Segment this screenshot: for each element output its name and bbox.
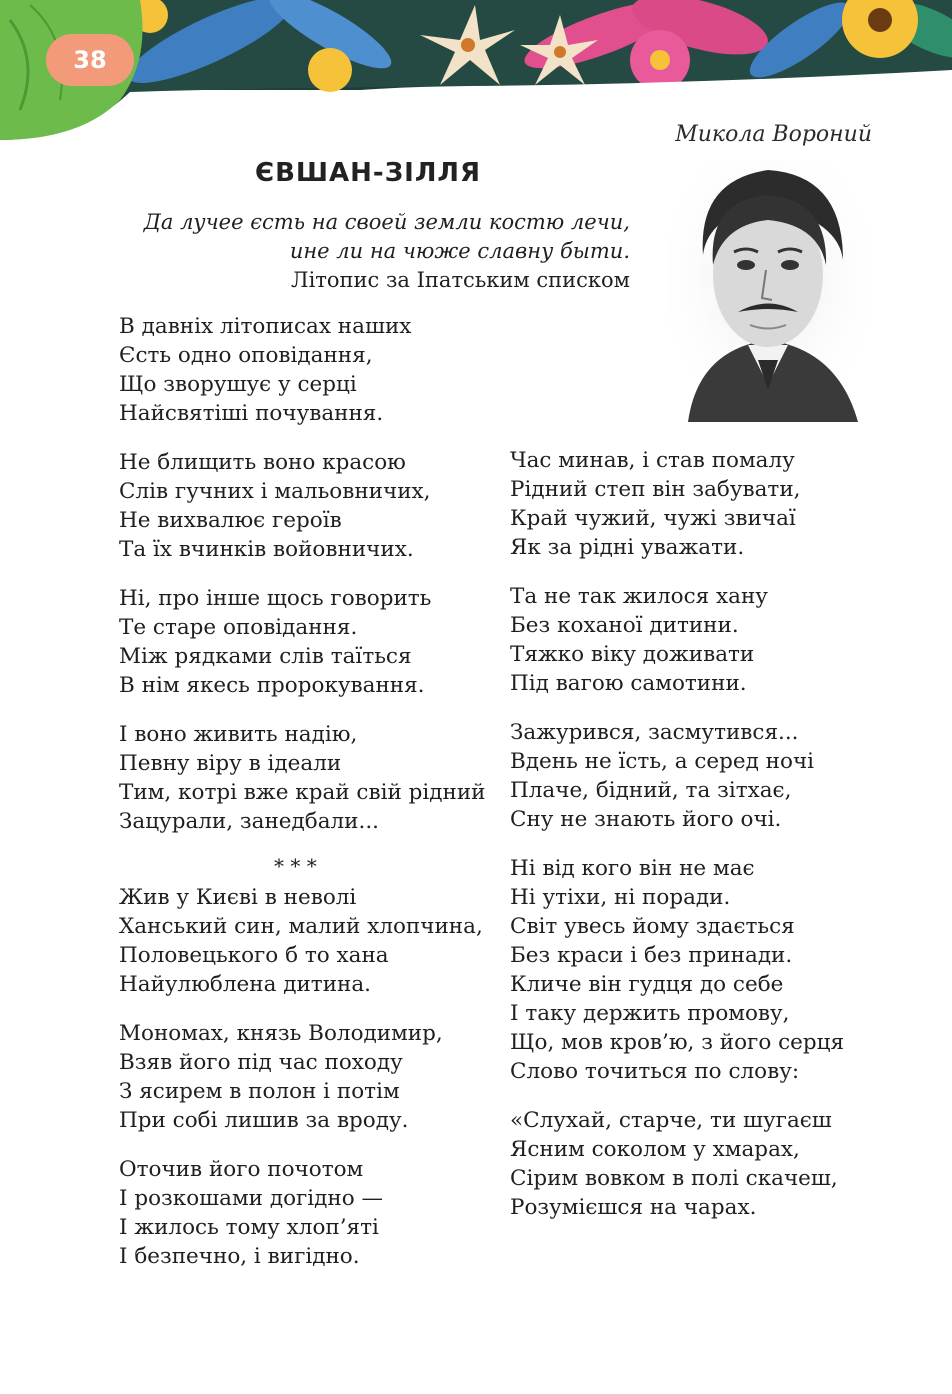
epigraph-line: Да лучее єсть на своей земли костю лечи, bbox=[143, 210, 630, 234]
author-portrait bbox=[668, 160, 870, 422]
poem-line: Не блищить воно красою bbox=[119, 450, 406, 475]
epigraph-source: Літопис за Іпатським списком bbox=[291, 268, 630, 292]
poem-line: Що зворушує у серці bbox=[119, 372, 357, 397]
poem-line: Кличе він гудця до себе bbox=[510, 972, 784, 997]
poem-line: Ясним соколом у хмарах, bbox=[510, 1137, 800, 1162]
poem-line: Тим, котрі вже край свій рідний bbox=[119, 780, 486, 805]
stanza bbox=[119, 720, 486, 836]
poem-line: Ні, про інше щось говорить bbox=[119, 586, 432, 611]
poem-line: Тяжко віку доживати bbox=[510, 642, 755, 667]
stanza bbox=[119, 448, 486, 564]
epigraph-line: ине ли на чюже славну быти. bbox=[289, 239, 630, 263]
poem-line: Без коханої дитини. bbox=[510, 613, 739, 638]
stanza bbox=[119, 883, 486, 999]
page-number-badge: 38 bbox=[46, 34, 134, 86]
poem-line: В нім якесь пророкування. bbox=[119, 673, 425, 698]
poem-line: Найсвятіші почування. bbox=[119, 401, 384, 426]
poem-line: Взяв його під час походу bbox=[119, 1050, 403, 1075]
poem-right-column bbox=[510, 446, 844, 1242]
poem-line: Слово точиться по слову: bbox=[510, 1059, 800, 1084]
stanza bbox=[119, 1155, 486, 1271]
poem-line: В давніх літописах наших bbox=[119, 314, 412, 339]
poem-line: Оточив його почотом bbox=[119, 1157, 364, 1182]
poem-line: І воно живить надію, bbox=[119, 722, 358, 747]
poem-line: Сірим вовком в полі скачеш, bbox=[510, 1166, 838, 1191]
poem-line: І безпечно, і вигідно. bbox=[119, 1244, 360, 1269]
poem-line: Та не так жилося хану bbox=[510, 584, 768, 609]
poem-line: Мономах, князь Володимир, bbox=[119, 1021, 443, 1046]
epigraph bbox=[100, 208, 630, 295]
poem-line: І таку держить промову, bbox=[510, 1001, 790, 1026]
poem-line: І жилось тому хлоп’яті bbox=[119, 1215, 379, 1240]
poem-line: Світ увесь йому здається bbox=[510, 914, 795, 939]
poem-line: Рідний степ він забувати, bbox=[510, 477, 801, 502]
stanza bbox=[510, 582, 844, 698]
poem-line: «Слухай, старче, ти шугаєш bbox=[510, 1108, 832, 1133]
author-name: Микола Вороний bbox=[675, 122, 872, 147]
stanza bbox=[510, 718, 844, 834]
stanza bbox=[119, 1019, 486, 1135]
poem-line: Ні від кого він не має bbox=[510, 856, 755, 881]
poem-line: Ханський син, малий хлопчина, bbox=[119, 914, 483, 939]
poem-line: Вдень не їсть, а серед ночі bbox=[510, 749, 815, 774]
poem-left-column bbox=[119, 312, 486, 1291]
stanza bbox=[510, 1106, 844, 1222]
poem-line: Як за рідні уважати. bbox=[510, 535, 745, 560]
poem-line: Сну не знають його очі. bbox=[510, 807, 782, 832]
poem-line: При собі лишив за вроду. bbox=[119, 1108, 409, 1133]
poem-line: Половецького б то хана bbox=[119, 943, 389, 968]
poem-line: Край чужий, чужі звичаї bbox=[510, 506, 796, 531]
poem-line: Зацурали, занедбали... bbox=[119, 809, 380, 834]
poem-line: Найулюблена дитина. bbox=[119, 972, 372, 997]
poem-line: Певну віру в ідеали bbox=[119, 751, 342, 776]
poem-line: Ні утіхи, ні поради. bbox=[510, 885, 731, 910]
poem-line: Жив у Києві в неволі bbox=[119, 885, 357, 910]
poem-line: Між рядками слів таїться bbox=[119, 644, 412, 669]
section-separator: * * * bbox=[274, 854, 317, 878]
stanza bbox=[510, 446, 844, 562]
poem-line: Під вагою самотини. bbox=[510, 671, 747, 696]
poem-line: Розумієшся на чарах. bbox=[510, 1195, 757, 1220]
poem-line: Що, мов кров’ю, з його серця bbox=[510, 1030, 845, 1055]
poem-line: Плаче, бідний, та зітхає, bbox=[510, 778, 792, 803]
poem-line: Час минав, і став помалу bbox=[510, 448, 795, 473]
poem-line: Слів гучних і мальовничих, bbox=[119, 479, 431, 504]
poem-line: І розкошами догідно — bbox=[119, 1186, 384, 1211]
poem-title: ЄВШАН-ЗІЛЛЯ bbox=[255, 158, 482, 188]
poem-line: Зажурився, засмутився... bbox=[510, 720, 799, 745]
poem-line: Не вихвалює героїв bbox=[119, 508, 342, 533]
stanza bbox=[510, 854, 844, 1086]
poem-line: Без краси і без принади. bbox=[510, 943, 793, 968]
stanza bbox=[119, 584, 486, 700]
poem-line: Та їх вчинків войовничих. bbox=[119, 537, 414, 562]
poem-line: Те старе оповідання. bbox=[119, 615, 358, 640]
stanza bbox=[119, 312, 486, 428]
poem-line: Єсть одно оповідання, bbox=[119, 343, 373, 368]
poem-line: З ясирем в полон і потім bbox=[119, 1079, 400, 1104]
